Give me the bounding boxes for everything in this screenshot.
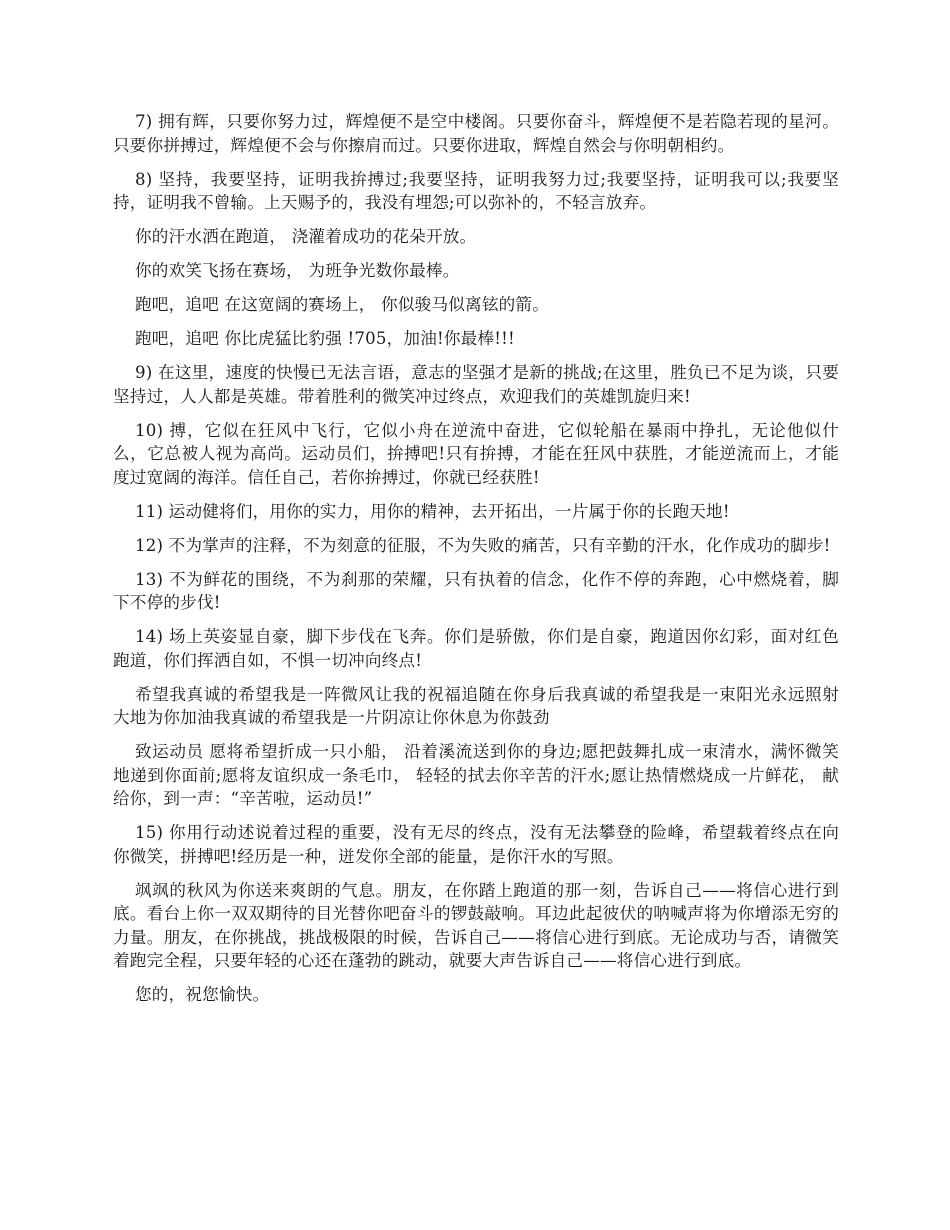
closing-line: 您的，祝您愉快。 xyxy=(135,985,270,1004)
paragraph-to-athletes: 致运动员 愿将希望折成一只小船， 沿着溪流送到你的身边;愿把鼓舞扎成一束清水，满怀微笑地递到你面前;愿将友谊织成一条毛巾， 轻轻的拭去你辛苦的汗水;愿让热情燃烧成一片鲜花， 献给你，到一声：“辛苦啦，运动员!” xyxy=(113,742,839,808)
document-page xyxy=(113,110,839,1017)
verse-line-1: 你的汗水洒在跑道， 浇灌着成功的花朵开放。 xyxy=(135,227,477,246)
paragraph-15: 15) 你用行动述说着过程的重要，没有无尽的终点，没有无法攀登的险峰，希望载着终点在向你微笑，拼搏吧!经历是一种，迸发你全部的能量，是你汗水的写照。 xyxy=(113,823,839,866)
paragraph-10: 10) 搏，它似在狂风中飞行，它似小舟在逆流中奋进，它似轮船在暴雨中挣扎，无论他似什么，它总被人视为高尚。运动员们，拚搏吧!只有拚搏，才能在狂风中获胜，才能逆流而上，才能度过宽阔的海洋。信任自己，若你拚搏过，你就已经获胜! xyxy=(113,420,839,487)
verse-line-4: 跑吧，追吧 你比虎猛比豹强 !705，加油!你最棒!!! xyxy=(135,329,515,348)
paragraph-11: 11) 运动健将们，用你的实力，用你的精神，去开拓出，一片属于你的长跑天地! xyxy=(135,501,730,521)
verse-line-2: 你的欢笑飞扬在赛场， 为班争光数你最棒。 xyxy=(135,261,460,280)
paragraph-8: 8) 坚持，我要坚持，证明我拚搏过;我要坚持，证明我努力过;我要坚持，证明我可以;我要坚持，证明我不曾输。上天赐予的，我没有埋怨;可以弥补的，不轻言放弃。 xyxy=(113,169,839,212)
paragraph-autumn-wind: 飒飒的秋风为你送来爽朗的气息。朋友，在你踏上跑道的那一刻，告诉自己——将信心进行到底。看台上你一双双期待的目光替你吧奋斗的锣鼓敲响。耳边此起彼伏的呐喊声将为你增添无穷的力量。朋友，在你挑战，挑战极限的时候，告诉自己——将信心进行到底。无论成功与否，请微笑着跑完全程，只要年轻的心还在蓬勃的跳动，就要大声告诉自己——将信心进行到底。 xyxy=(113,880,839,970)
verse-line-3: 跑吧，追吧 在这宽阔的赛场上， 你似骏马似离铉的箭。 xyxy=(135,295,549,314)
paragraph-14: 14) 场上英姿显自豪，脚下步伐在飞奔。你们是骄傲，你们是自豪，跑道因你幻彩，面对红色跑道，你们挥洒自如，不惧一切冲向终点! xyxy=(113,627,839,670)
paragraph-12: 12) 不为掌声的注释，不为刻意的征服，不为失败的痛苦，只有辛勤的汗水，化作成功的脚步! xyxy=(135,535,831,555)
paragraph-wish: 希望我真诚的希望我是一阵微风让我的祝福追随在你身后我真诚的希望我是一束阳光永远照射大地为你加油我真诚的希望我是一片阴凉让你休息为你鼓劲 xyxy=(113,684,839,727)
paragraph-7: 7) 拥有辉，只要你努力过，辉煌便不是空中楼阁。只要你奋斗，辉煌便不是若隐若现的星河。只要你拼搏过，辉煌便不会与你擦肩而过。只要你进取，辉煌自然会与你明朝相约。 xyxy=(113,112,839,155)
paragraph-9: 9) 在这里，速度的快慢已无法言语，意志的坚强才是新的挑战;在这里，胜负已不足为谈，只要坚持过，人人都是英雄。带着胜利的微笑冲过终点，欢迎我们的英雄凯旋归来! xyxy=(113,363,839,406)
paragraph-13: 13) 不为鲜花的围绕，不为刹那的荣耀，只有执着的信念，化作不停的奔跑，心中燃烧着，脚下不停的步伐! xyxy=(113,569,839,612)
